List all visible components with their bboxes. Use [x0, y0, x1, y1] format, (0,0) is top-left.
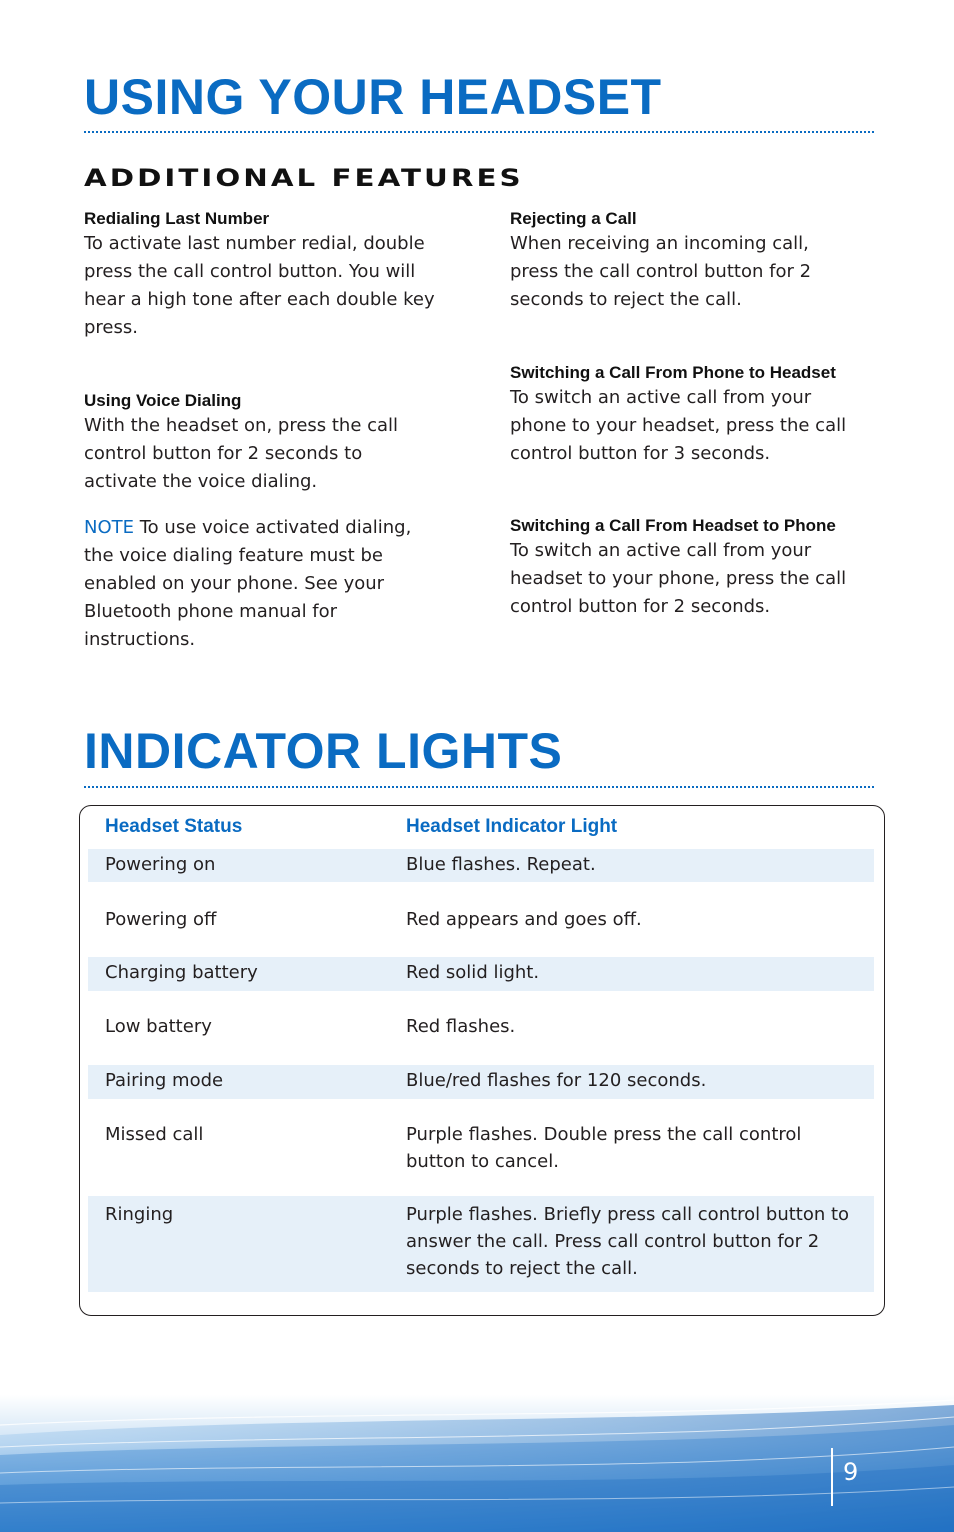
- page-number-divider: [831, 1448, 833, 1506]
- note-body: To use voice activated dialing, the voice dialing feature must be enabled on your phone. See your Bluetooth phone manual for instructions.: [84, 517, 412, 650]
- status-cell: Powering off: [105, 909, 217, 930]
- section-title-indicator-lights: INDICATOR LIGHTS: [84, 723, 563, 779]
- status-cell: Low battery: [105, 1016, 212, 1037]
- light-cell: Red appears and goes off.: [406, 909, 642, 930]
- table-header-light: Headset Indicator Light: [406, 816, 618, 837]
- feature-title: Redialing Last Number: [84, 209, 270, 228]
- table-row: [88, 1196, 874, 1292]
- light-cell: Blue flashes. Repeat.: [406, 854, 596, 875]
- light-cell: Red solid light.: [406, 962, 540, 983]
- status-cell: Pairing mode: [105, 1070, 224, 1091]
- feature-body: With the headset on, press the call control button for 2 seconds to activate the voice dialing.: [84, 415, 399, 492]
- feature-title: Switching a Call From Phone to Headset: [510, 363, 836, 382]
- feature-note: [84, 514, 436, 654]
- feature-voice-dialing: [84, 390, 429, 496]
- section-subtitle-additional-features: ADDITIONAL FEATURES: [84, 164, 524, 192]
- status-cell: Powering on: [105, 854, 216, 875]
- page-number: 9: [843, 1458, 859, 1486]
- light-cell: Purple flashes. Briefly press call control button to answer the call. Press call control button for 2 seconds to reject the call.: [406, 1204, 850, 1279]
- section-title-using-headset: USING YOUR HEADSET: [84, 69, 662, 125]
- feature-title: Rejecting a Call: [510, 209, 637, 228]
- light-cell: Red flashes.: [406, 1016, 516, 1037]
- feature-phone-to-headset: [510, 362, 855, 468]
- table-header-status: Headset Status: [105, 816, 243, 837]
- feature-body: When receiving an incoming call, press the call control button for 2 seconds to reject the call.: [510, 233, 812, 310]
- note-label: NOTE: [84, 517, 135, 538]
- table-row: [88, 957, 874, 991]
- feature-title: Switching a Call From Headset to Phone: [510, 516, 836, 535]
- table-row: [88, 1099, 874, 1196]
- feature-reject: [510, 208, 840, 314]
- feature-redial: [84, 208, 454, 342]
- table-row: [88, 882, 874, 957]
- dotted-divider: [84, 131, 874, 133]
- feature-headset-to-phone: [510, 515, 855, 621]
- note-paragraph: [84, 514, 436, 654]
- table-row: [88, 991, 874, 1065]
- feature-body: To switch an active call from your phone to your headset, press the call control button for 3 seconds.: [510, 387, 847, 464]
- dotted-divider: [84, 786, 874, 788]
- light-cell: Blue/red flashes for 120 seconds.: [406, 1070, 707, 1091]
- table-row: [88, 1065, 874, 1099]
- table-row: [88, 849, 874, 882]
- feature-body: To activate last number redial, double press the call control button. You will hear a high tone after each double key press.: [84, 233, 435, 338]
- feature-title: Using Voice Dialing: [84, 391, 242, 410]
- status-cell: Missed call: [105, 1124, 204, 1145]
- light-cell: Purple flashes. Double press the call control button to cancel.: [406, 1124, 802, 1172]
- footer-wave-graphic: [0, 1395, 954, 1532]
- feature-body: To switch an active call from your headset to your phone, press the call control button for 2 seconds.: [510, 540, 847, 617]
- status-cell: Ringing: [105, 1204, 174, 1225]
- status-cell: Charging battery: [105, 962, 258, 983]
